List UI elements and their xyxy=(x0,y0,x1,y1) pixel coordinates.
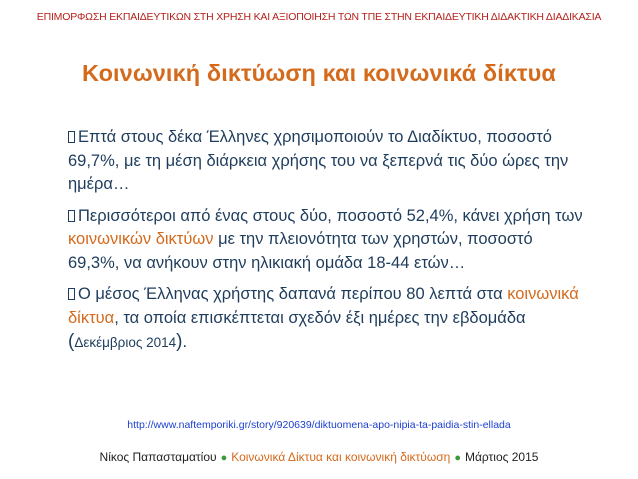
footer-author: Νίκος Παπασταματίου xyxy=(99,450,217,464)
bullet-highlight: κοινωνικά δίκτυα xyxy=(68,285,579,327)
footer xyxy=(0,450,638,464)
date-note: Δεκέμβριος 2014 xyxy=(74,335,177,350)
footer-dot-icon: ● xyxy=(220,452,228,464)
bullet-text-post: με την πλειονότητα των χρηστών, ποσοστό 69,3%, να ανήκουν στην ηλικιακή ομάδα 18-44 ετών… xyxy=(68,230,533,272)
bullet-highlight: κοινωνικών δικτύων xyxy=(68,230,214,248)
bullet-list xyxy=(68,126,588,363)
bullet-text-pre: Ο μέσος Έλληνας χρήστης δαπανά περίπου 80 λεπτά στα xyxy=(78,285,508,303)
source-link[interactable]: http://www.naftemporiki.gr/story/920639/diktuomena-apo-nipia-ta-paidia-stin-ellada xyxy=(127,419,511,431)
footer-date: Μάρτιος 2015 xyxy=(464,450,539,464)
bullet-text-pre: Περισσότεροι από ένας στους δύο, ποσοστό 52,4%, κάνει χρήση των xyxy=(78,206,583,225)
bullet-item-2 xyxy=(68,205,588,276)
bullet-item-3 xyxy=(68,283,588,355)
footer-topic: Κοινωνικά Δίκτυα και κοινωνική δικτύωση xyxy=(231,450,451,464)
bullet-item-1 xyxy=(68,126,588,197)
header-banner: ΕΠΙΜΟΡΦΩΣΗ ΕΚΠΑΙΔΕΥΤΙΚΩΝ ΣΤΗ ΧΡΗΣΗ ΚΑΙ ΑΞΙΟΠΟΙΗΣΗ ΤΩΝ ΤΠΕ ΣΤΗΝ ΕΚΠΑΙΔΕΥΤΙΚΗ ΔΙΔΑΚΤΙΚΗ ΔΙΑΔΙΚΑΣΙΑ xyxy=(36,11,602,23)
paren-close: ) xyxy=(176,331,183,352)
square-bullet-icon xyxy=(68,131,75,143)
square-bullet-icon xyxy=(68,210,75,222)
square-bullet-icon xyxy=(68,288,75,300)
bullet-end: . xyxy=(182,333,188,351)
paren-open: ( xyxy=(68,331,75,352)
bullet-text: Επτά στους δέκα Έλληνες χρησιμοποιούν το Διαδίκτυο, ποσοστό 69,7%, με τη μέση διάρκεια χρήσης του να ξεπερνά τις δύο ώρες την ημέρα… xyxy=(68,128,569,193)
bullet-text-post: , τα οποία επισκέπτεται σχεδόν έξι ημέρες την εβδομάδα xyxy=(114,308,526,327)
footer-dot-icon: ● xyxy=(454,452,461,464)
slide-title: Κοινωνική δικτύωση και κοινωνικά δίκτυα xyxy=(82,60,556,86)
